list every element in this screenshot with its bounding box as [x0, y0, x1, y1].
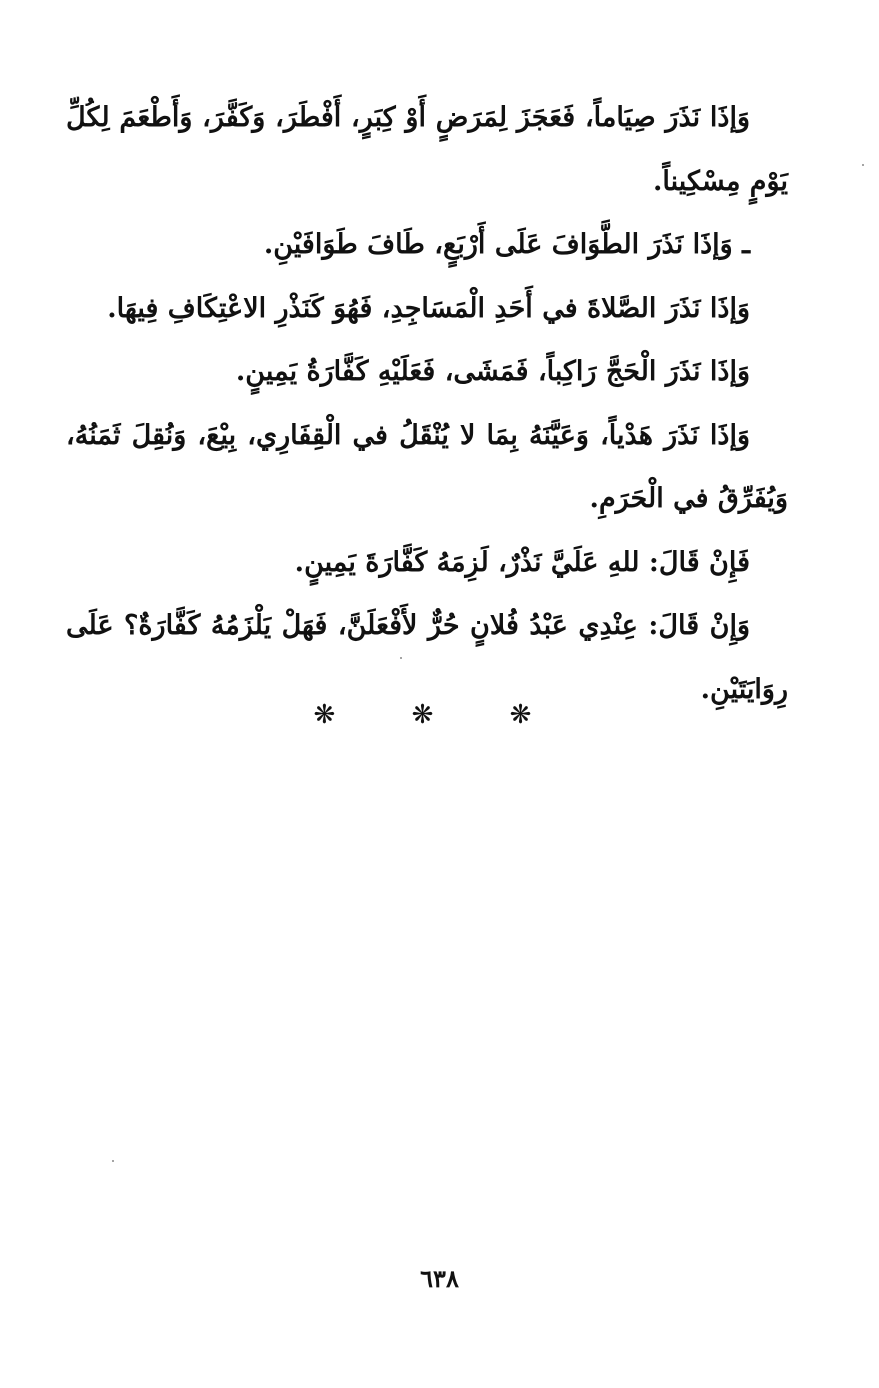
- page-number: ٦٣٨: [420, 1264, 459, 1293]
- paragraph-tawaf-vow: ـ وَإذَا نَذَرَ الطَّوَافَ عَلَى أَرْبَعٍ، طَافَ طَوَافَيْنِ.: [263, 229, 750, 260]
- main-text: [66, 86, 788, 721]
- paragraph-general-vow: فَإِنْ قَالَ: للهِ عَلَيَّ نَذْرٌ، لَزِمَهُ كَفَّارَةَ يَمِينٍ.: [294, 546, 750, 578]
- scan-speck: [112, 1160, 114, 1162]
- scan-speck: [862, 164, 864, 166]
- paragraph-prayer-vow: وَإذَا نَذَرَ الصَّلاةَ في أَحَدِ الْمَسَاجِدِ، فَهُوَ كَنَذْرِ الاعْتِكَافِ فِيهَا.: [107, 292, 750, 324]
- scan-speck: [400, 657, 402, 659]
- paragraph-fasting-vow: وَإذَا نَذَرَ صِيَاماً، فَعَجَزَ لِمَرَضٍ أَوْ كِبَرٍ، أَفْطَرَ، وَكَفَّرَ، وَأَطْعَمَ لِكُلِّ يَوْمٍ مِسْكِيناً.: [66, 102, 788, 197]
- paragraph-sacrifice-vow: وَإذَا نَذَرَ هَدْياً، وَعَيَّنَهُ بِمَا لا يُنْقَلُ في الْقِفَارِي، بِيْعَ، وَنُقِلَ ثَمَنُهُ، وَيُفَرِّقُ في الْحَرَمِ.: [66, 419, 788, 514]
- paragraph-slave-oath: وَإِنْ قَالَ: عِنْدِي عَبْدُ فُلانٍ حُرٌّ لأَفْعَلَنَّ، فَهَلْ يَلْزَمُهُ كَفَّارَةٌ؟ عَلَى رِوَايَتَيْنِ.: [66, 610, 788, 705]
- paragraph-hajj-vow: وَإذَا نَذَرَ الْحَجَّ رَاكِباً، فَمَشَى، فَعَلَيْهِ كَفَّارَةُ يَمِينٍ.: [235, 356, 750, 387]
- section-separator: ❋ ❋ ❋: [313, 700, 566, 730]
